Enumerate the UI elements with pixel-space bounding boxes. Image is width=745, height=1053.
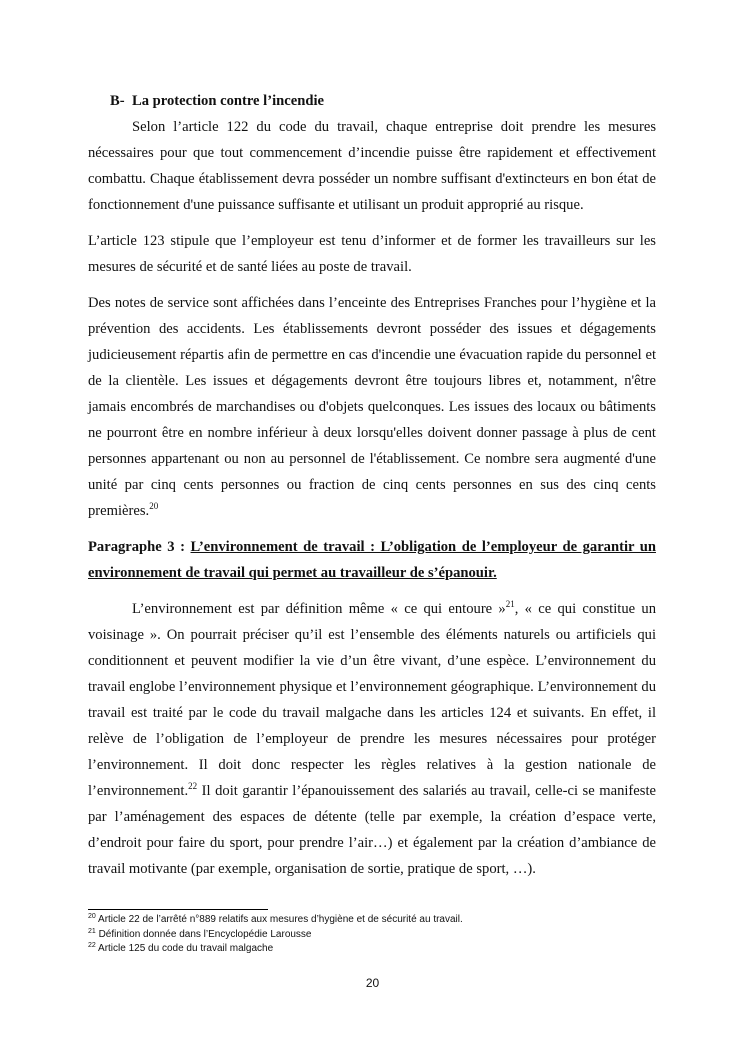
footnote-ref-22[interactable]: 22 xyxy=(188,781,198,791)
paragraph-article-123: L’article 123 stipule que l’employeur est tenu d’informer et de former les travailleurs sur les mesures de sécurité et de santé liées au poste de travail. xyxy=(88,233,656,275)
footnote-ref-20[interactable]: 20 xyxy=(149,501,159,511)
footnote-20-text: Article 22 de l’arrêté n°889 relatifs aux mesures d’hygiène et de sécurité au travail. xyxy=(98,914,463,925)
footnote-22-number: 22 xyxy=(88,942,96,949)
paragraph-article-122: Selon l’article 122 du code du travail, chaque entreprise doit prendre les mesures nécessaires pour que tout commencement d’incendie puisse être rapidement et effectivement combattu. Chaque établissement devra posséder un nombre suffisant d'extincteurs en bon état de fonctionnement d'une puissance suffisante et utilisant un produit approprié au risque. xyxy=(88,119,656,213)
section-b-label: B- xyxy=(110,93,125,109)
paragraphe-3-label: Paragraphe 3 : xyxy=(88,539,185,555)
env-text-part2: , « ce qui constitue un voisinage ». On pourrait préciser qu’il est l’ensemble des éléments naturels ou artificiels qui conditionnent et peuvent modifier la vie d’un être vivant, d’une espèce. L’environnement du travail englobe l’environnement physique et l’environnement géographique. L’environnement du travail est traité par le code du travail malgache dans les articles 124 et suivants. En effet, il relève de l’obligation de l’employeur de prendre les mesures nécessaires pour protéger l’environnement. Il doit donc respecter les règles relatives à la gestion nationale de l’environnement. xyxy=(88,601,656,799)
section-b-heading xyxy=(110,88,656,114)
paragraphe-3-title: L’environnement de travail : L’obligation de l’employeur de garantir un environnement de travail qui permet au travailleur de s’épanouir. xyxy=(88,539,656,581)
env-text-part3: Il doit garantir l’épanouissement des salariés au travail, celle-ci se manifeste par l’aménagement des espaces de détente (telle par exemple, la création d’espace verte, d’endroit pour faire du sport, pour prendre l’air…) et également par la création d’ambiance de travail motivante (par exemple, organisation de sortie, pratique de sport, …). xyxy=(88,783,656,877)
footnote-20-number: 20 xyxy=(88,913,96,920)
env-text-part1: L’environnement est par définition même « ce qui entoure » xyxy=(132,601,506,617)
footnote-21 xyxy=(88,928,656,943)
footnote-20 xyxy=(88,913,656,928)
footnote-21-text: Définition donnée dans l’Encyclopédie Larousse xyxy=(98,928,312,940)
footnote-separator xyxy=(88,909,268,910)
footnote-22-text: Article 125 du code du travail malgache xyxy=(98,943,274,954)
main-text xyxy=(88,88,656,882)
footnote-ref-21[interactable]: 21 xyxy=(505,599,515,609)
paragraph-environnement xyxy=(88,596,656,882)
paragraph-notes-de-service xyxy=(88,290,656,524)
footnotes xyxy=(88,913,656,957)
page-number: 20 xyxy=(365,976,380,990)
footnote-22 xyxy=(88,942,656,957)
section-b-title: La protection contre l’incendie xyxy=(132,93,324,109)
paragraph-notes-text: Des notes de service sont affichées dans l’enceinte des Entreprises Franches pour l’hygiène et la prévention des accidents. Les établissements devront posséder des issues et dégagements judicieusement répartis afin de permettre en cas d'incendie une évacuation rapide du personnel et de la clientèle. Les issues et dégagements devront être toujours libres et, notamment, n'être jamais encombrés de marchandises ou d'objets quelconques. Les issues des locaux ou bâtiments ne pourront être en nombre inférieur à deux lorsqu'elles doivent donner passage à plus de cent personnes appartenant ou non au personnel de l'établissement. Ce nombre sera augmenté d'une unité par cinq cents personnes ou fraction de cinq cents personnes en sus des cinq cents premières. xyxy=(88,295,656,519)
paragraphe-3-heading xyxy=(88,534,656,586)
footnote-21-number: 21 xyxy=(88,927,96,935)
